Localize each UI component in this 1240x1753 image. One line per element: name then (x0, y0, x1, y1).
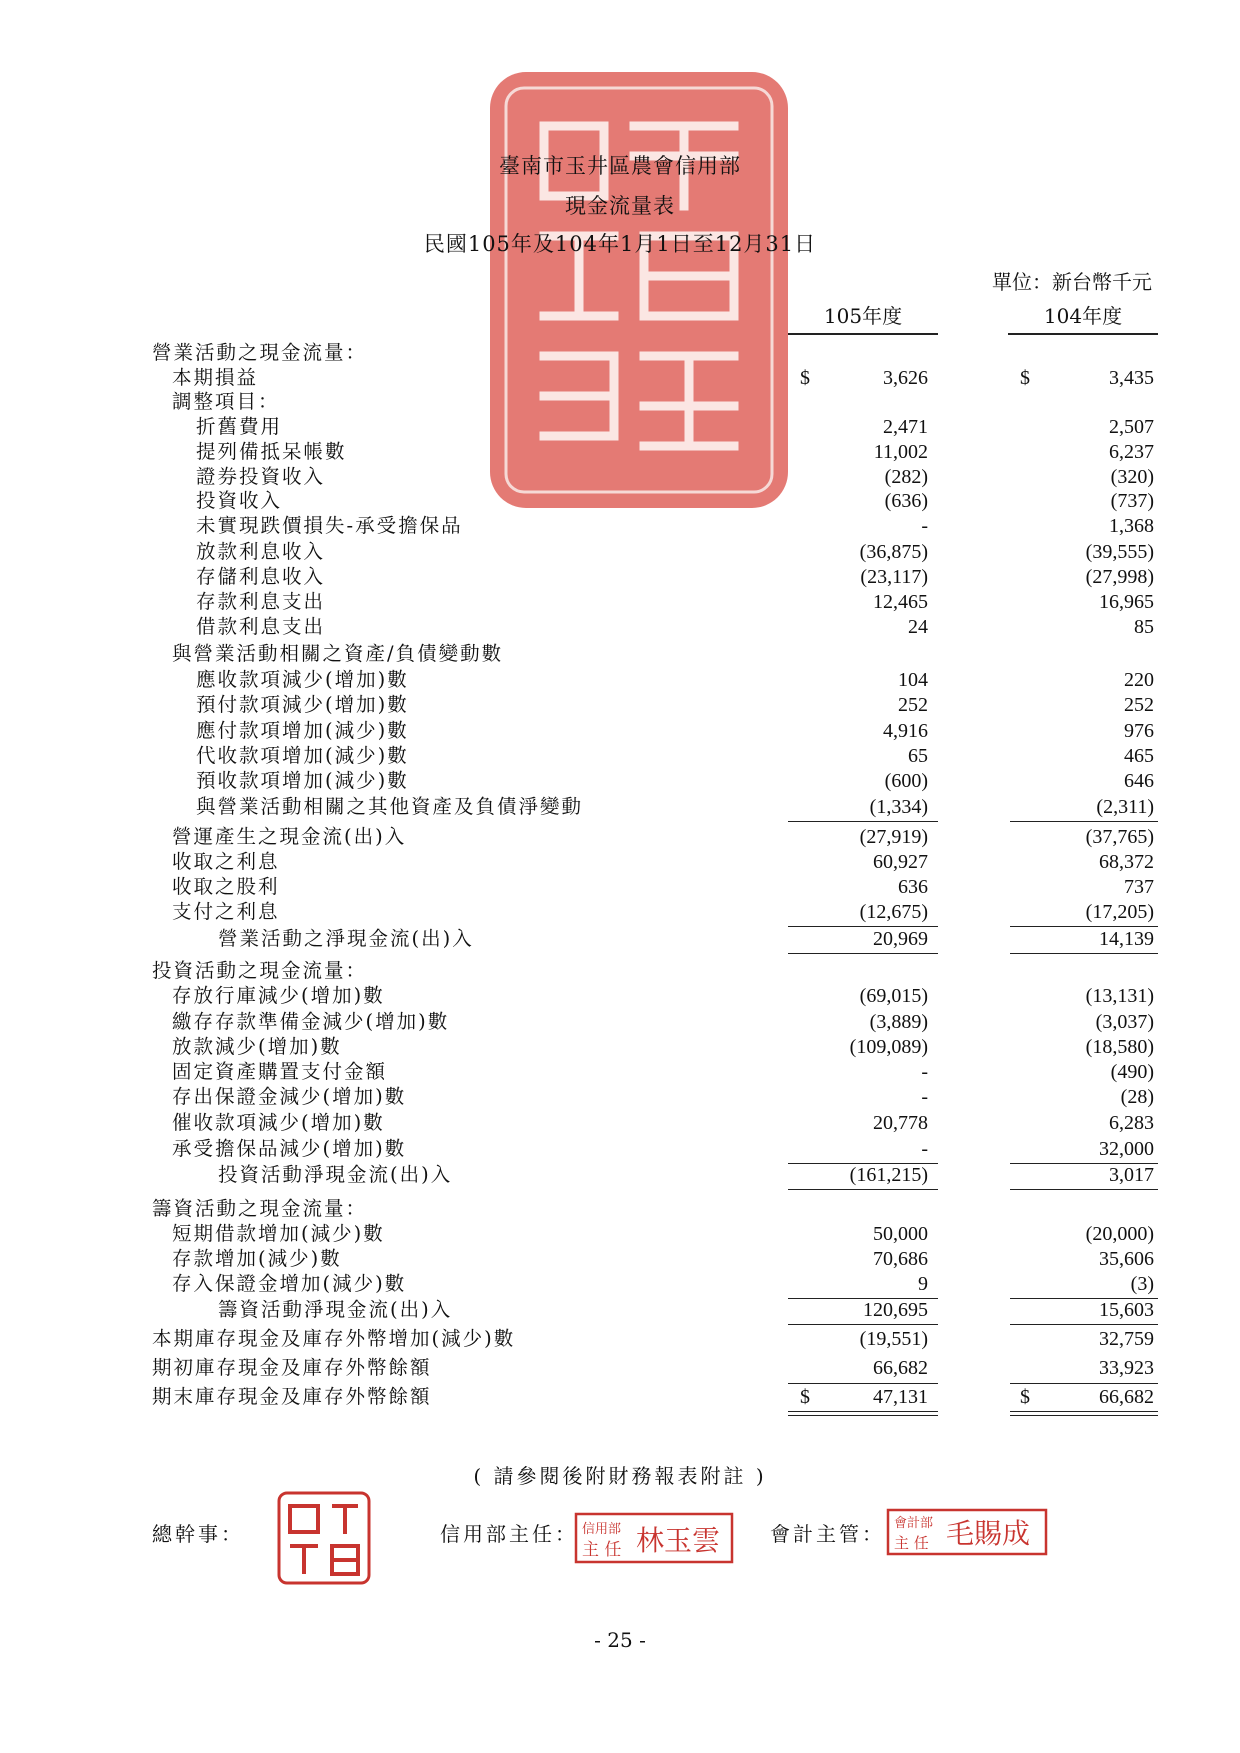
value-104: 32,759 (1099, 1328, 1154, 1350)
table-row (0, 899, 1240, 925)
table-row (0, 439, 1240, 465)
value-104: (490) (1110, 1061, 1154, 1083)
value-105: 24 (908, 616, 928, 638)
value-105: (3,889) (869, 1011, 928, 1033)
row-label: 本期損益 (172, 366, 259, 389)
value-105: (636) (884, 490, 928, 512)
currency-symbol: $ (1020, 1386, 1030, 1408)
row-label: 營運產生之現金流(出)入 (172, 825, 407, 848)
row-label: 未實現跌價損失-承受擔保品 (196, 514, 463, 537)
subtotal-rule (788, 953, 938, 954)
general-manager-label: 總幹事： (152, 1522, 244, 1546)
value-105: (69,015) (859, 985, 928, 1007)
value-104: 220 (1124, 669, 1154, 691)
row-label: 存入保證金增加(減少)數 (172, 1272, 407, 1295)
value-105: 2,471 (883, 416, 928, 438)
table-row (0, 1355, 1240, 1381)
value-105: 104 (898, 669, 928, 691)
table-row (0, 743, 1240, 769)
table-row (0, 1084, 1240, 1110)
table-row (0, 564, 1240, 590)
credit-director-stamp (574, 1512, 734, 1564)
svg-text:主 任: 主 任 (894, 1534, 929, 1552)
value-105: (12,675) (859, 901, 928, 923)
subtotal-rule (1010, 953, 1158, 954)
row-label: 收取之利息 (172, 850, 280, 873)
row-label: 預收款項增加(減少)數 (196, 769, 409, 792)
table-row (0, 1196, 1240, 1222)
value-104: 976 (1124, 720, 1154, 742)
table-row (0, 849, 1240, 875)
subtotal-rule (1010, 821, 1158, 822)
svg-text:會計部: 會計部 (894, 1516, 934, 1531)
table-row (0, 983, 1240, 1009)
value-105: (27,919) (859, 826, 928, 848)
value-104: 3,435 (1109, 367, 1154, 389)
table-row (0, 1034, 1240, 1060)
value-105: (36,875) (859, 541, 928, 563)
value-104: (13,131) (1085, 985, 1154, 1007)
total-top-rule (788, 1383, 938, 1384)
table-row (0, 589, 1240, 615)
value-105: 120,695 (863, 1299, 928, 1321)
value-104: 6,283 (1109, 1112, 1154, 1134)
table-row (0, 488, 1240, 514)
table-row (0, 389, 1240, 415)
table-row (0, 874, 1240, 900)
accounting-head-stamp (886, 1508, 1048, 1556)
row-label: 投資活動之現金流量： (152, 959, 368, 982)
value-105: - (921, 515, 928, 537)
total-top-rule (1010, 1383, 1158, 1384)
row-label: 折舊費用 (196, 415, 283, 438)
value-104: 1,368 (1109, 515, 1154, 537)
value-105: (161,215) (849, 1164, 928, 1186)
table-row (0, 1221, 1240, 1247)
value-104: (37,765) (1085, 826, 1154, 848)
page-number: - 25 - (594, 1628, 646, 1652)
table-row (0, 794, 1240, 820)
table-row (0, 926, 1240, 952)
value-104: (18,580) (1085, 1036, 1154, 1058)
value-104: 32,000 (1099, 1138, 1154, 1160)
row-label: 短期借款增加(減少)數 (172, 1222, 385, 1245)
institution-name: 臺南市玉井區農會信用部 (499, 154, 741, 178)
row-label: 預付款項減少(增加)數 (196, 693, 409, 716)
svg-text:信用部: 信用部 (582, 1522, 622, 1537)
value-105: (1,334) (869, 796, 928, 818)
value-104: (17,205) (1085, 901, 1154, 923)
row-label: 繳存存款準備金減少(增加)數 (172, 1010, 450, 1033)
currency-symbol: $ (1020, 367, 1030, 389)
value-105: - (921, 1061, 928, 1083)
row-label: 籌資活動之現金流量： (152, 1197, 368, 1220)
value-105: 252 (898, 694, 928, 716)
value-105: 50,000 (873, 1223, 928, 1245)
row-label: 本期庫存現金及庫存外幣增加(減少)數 (152, 1327, 516, 1350)
svg-text:毛賜成: 毛賜成 (946, 1517, 1031, 1550)
row-label: 調整項目： (172, 390, 280, 413)
row-label: 營業活動之淨現金流(出)入 (218, 927, 474, 950)
table-row (0, 1162, 1240, 1188)
value-105: 65 (908, 745, 928, 767)
currency-unit: 單位：新台幣千元 (992, 270, 1152, 294)
row-label: 放款利息收入 (196, 540, 326, 563)
row-label: 營業活動之現金流量： (152, 341, 368, 364)
value-105: 636 (898, 876, 928, 898)
column-header-104: 104年度 (1008, 300, 1158, 335)
row-label: 籌資活動淨現金流(出)入 (218, 1298, 453, 1321)
svg-text:林玉雲: 林玉雲 (636, 1524, 721, 1557)
value-104: 85 (1134, 616, 1154, 638)
table-row (0, 340, 1240, 366)
value-104: 16,965 (1099, 591, 1154, 613)
row-label: 收取之股利 (172, 875, 280, 898)
svg-text:主 任: 主 任 (582, 1540, 622, 1560)
row-label: 存儲利息收入 (196, 565, 326, 588)
value-105: 20,778 (873, 1112, 928, 1134)
value-104: 252 (1124, 694, 1154, 716)
currency-symbol: $ (800, 1386, 810, 1408)
value-105: - (921, 1086, 928, 1108)
general-manager-seal (276, 1490, 372, 1586)
row-label: 存放行庫減少(增加)數 (172, 984, 385, 1007)
row-label: 代收款項增加(減少)數 (196, 744, 409, 767)
subtotal-rule (788, 1324, 938, 1325)
value-104: 646 (1124, 770, 1154, 792)
value-104: (320) (1110, 466, 1154, 488)
table-row (0, 768, 1240, 794)
table-row (0, 824, 1240, 850)
value-104: (3,037) (1095, 1011, 1154, 1033)
value-105: 47,131 (873, 1386, 928, 1408)
table-row (0, 958, 1240, 984)
value-104: (39,555) (1085, 541, 1154, 563)
table-row (0, 692, 1240, 718)
value-104: 14,139 (1099, 928, 1154, 950)
table-row (0, 464, 1240, 490)
accounting-head-label: 會計主管： (770, 1522, 885, 1546)
row-label: 投資活動淨現金流(出)入 (218, 1163, 453, 1186)
value-105: 12,465 (873, 591, 928, 613)
value-104: 33,923 (1099, 1357, 1154, 1379)
value-105: 4,916 (883, 720, 928, 742)
row-label: 承受擔保品減少(增加)數 (172, 1137, 407, 1160)
table-row (0, 365, 1240, 391)
total-double-rule (788, 1411, 938, 1416)
table-row (0, 1384, 1240, 1410)
table-row (0, 1059, 1240, 1085)
value-105: 60,927 (873, 851, 928, 873)
value-105: 20,969 (873, 928, 928, 950)
subtotal-rule (788, 821, 938, 822)
subtotal-rule (1010, 1324, 1158, 1325)
subtotal-rule (788, 1189, 938, 1190)
table-row (0, 667, 1240, 693)
value-105: 11,002 (873, 441, 928, 463)
table-row (0, 1110, 1240, 1136)
table-row (0, 641, 1240, 667)
row-label: 與營業活動相關之資產/負債變動數 (172, 642, 504, 665)
value-104: 15,603 (1099, 1299, 1154, 1321)
value-105: (23,117) (860, 566, 928, 588)
row-label: 固定資產購置支付金額 (172, 1060, 388, 1083)
row-label: 期末庫存現金及庫存外幣餘額 (152, 1385, 432, 1408)
value-104: 35,606 (1099, 1248, 1154, 1270)
value-105: (19,551) (859, 1328, 928, 1350)
value-105: (282) (884, 466, 928, 488)
subtotal-rule (1010, 1189, 1158, 1190)
value-104: (2,311) (1096, 796, 1154, 818)
table-row (0, 539, 1240, 565)
table-row (0, 1246, 1240, 1272)
statement-period: 民國105年及104年1月1日至12月31日 (423, 232, 817, 256)
row-label: 投資收入 (196, 489, 283, 512)
row-label: 放款減少(增加)數 (172, 1035, 342, 1058)
value-104: (3) (1130, 1273, 1154, 1295)
table-row (0, 1136, 1240, 1162)
value-104: (28) (1120, 1086, 1154, 1108)
column-header-105: 105年度 (788, 300, 938, 335)
table-row (0, 1326, 1240, 1352)
statement-title: 現金流量表 (565, 194, 675, 218)
value-105: (109,089) (849, 1036, 928, 1058)
value-104: 68,372 (1099, 851, 1154, 873)
row-label: 提列備抵呆帳數 (196, 440, 347, 463)
row-label: 催收款項減少(增加)數 (172, 1111, 385, 1134)
row-label: 存款利息支出 (196, 590, 326, 613)
value-104: (737) (1110, 490, 1154, 512)
value-104: 66,682 (1099, 1386, 1154, 1408)
value-105: 66,682 (873, 1357, 928, 1379)
table-row (0, 1271, 1240, 1297)
total-double-rule (1010, 1411, 1158, 1416)
row-label: 存出保證金減少(增加)數 (172, 1085, 407, 1108)
row-label: 存款增加(減少)數 (172, 1247, 342, 1270)
value-105: - (921, 1138, 928, 1160)
value-105: 9 (918, 1273, 928, 1295)
currency-symbol: $ (800, 367, 810, 389)
value-104: 465 (1124, 745, 1154, 767)
table-row (0, 718, 1240, 744)
value-105: 3,626 (883, 367, 928, 389)
value-104: 3,017 (1109, 1164, 1154, 1186)
row-label: 借款利息支出 (196, 615, 326, 638)
value-104: 2,507 (1109, 416, 1154, 438)
table-row (0, 1297, 1240, 1323)
value-104: 6,237 (1109, 441, 1154, 463)
table-row (0, 414, 1240, 440)
table-row (0, 614, 1240, 640)
footnote: ( 請參閱後附財務報表附註 ) (473, 1464, 767, 1488)
row-label: 證券投資收入 (196, 465, 326, 488)
table-row (0, 513, 1240, 539)
row-label: 支付之利息 (172, 900, 280, 923)
row-label: 應付款項增加(減少)數 (196, 719, 409, 742)
table-row (0, 1009, 1240, 1035)
value-104: (27,998) (1085, 566, 1154, 588)
value-104: 737 (1124, 876, 1154, 898)
credit-director-label: 信用部主任： (440, 1522, 578, 1546)
value-105: (600) (884, 770, 928, 792)
row-label: 期初庫存現金及庫存外幣餘額 (152, 1356, 432, 1379)
value-105: 70,686 (873, 1248, 928, 1270)
row-label: 應收款項減少(增加)數 (196, 668, 409, 691)
row-label: 與營業活動相關之其他資產及負債淨變動 (196, 795, 584, 818)
value-104: (20,000) (1085, 1223, 1154, 1245)
